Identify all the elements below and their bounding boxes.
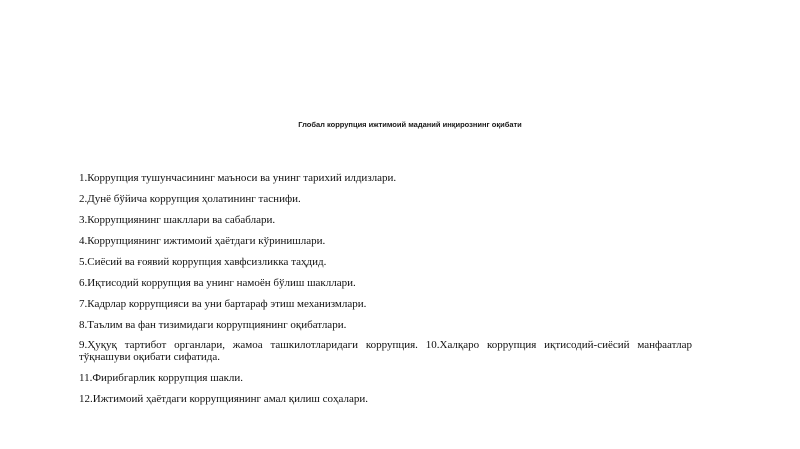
- list-item: 6.Иқтисодий коррупция ва унинг намоён бўлиш шакллари.: [79, 277, 356, 289]
- list-item: 1.Коррупция тушунчасининг маъноси ва унинг тарихий илдизлари.: [79, 172, 397, 184]
- topic-list: [79, 172, 692, 414]
- list-item: 12.Ижтимоий ҳаётдаги коррупциянинг амал қилиш соҳалари.: [79, 393, 368, 405]
- list-item: 7.Кадрлар коррупцияси ва уни бартараф этиш механизмлари.: [79, 298, 367, 310]
- list-item: 3.Коррупциянинг шакллари ва сабаблари.: [79, 214, 276, 226]
- list-item: 9.Ҳуқуқ тартибот органлари, жамоа ташкилотларидаги коррупция. 10.Халқаро коррупция иқтисодий-сиёсий манфаатлар тўқнашуви оқибати сифатида.: [79, 339, 692, 363]
- list-item: 8.Таълим ва фан тизимидаги коррупциянинг оқибатлари.: [79, 319, 347, 331]
- list-item: 5.Сиёсий ва ғоявий коррупция хавфсизликка таҳдид.: [79, 256, 327, 268]
- list-item: 4.Коррупциянинг ижтимоий ҳаётдаги кўринишлари.: [79, 235, 326, 247]
- slide-title: Глобал коррупция ижтимоий маданий инқирознинг оқибати: [298, 120, 522, 129]
- list-item: 11.Фирибгарлик коррупция шакли.: [79, 372, 244, 384]
- list-item: 2.Дунё бўйича коррупция ҳолатининг таснифи.: [79, 193, 301, 205]
